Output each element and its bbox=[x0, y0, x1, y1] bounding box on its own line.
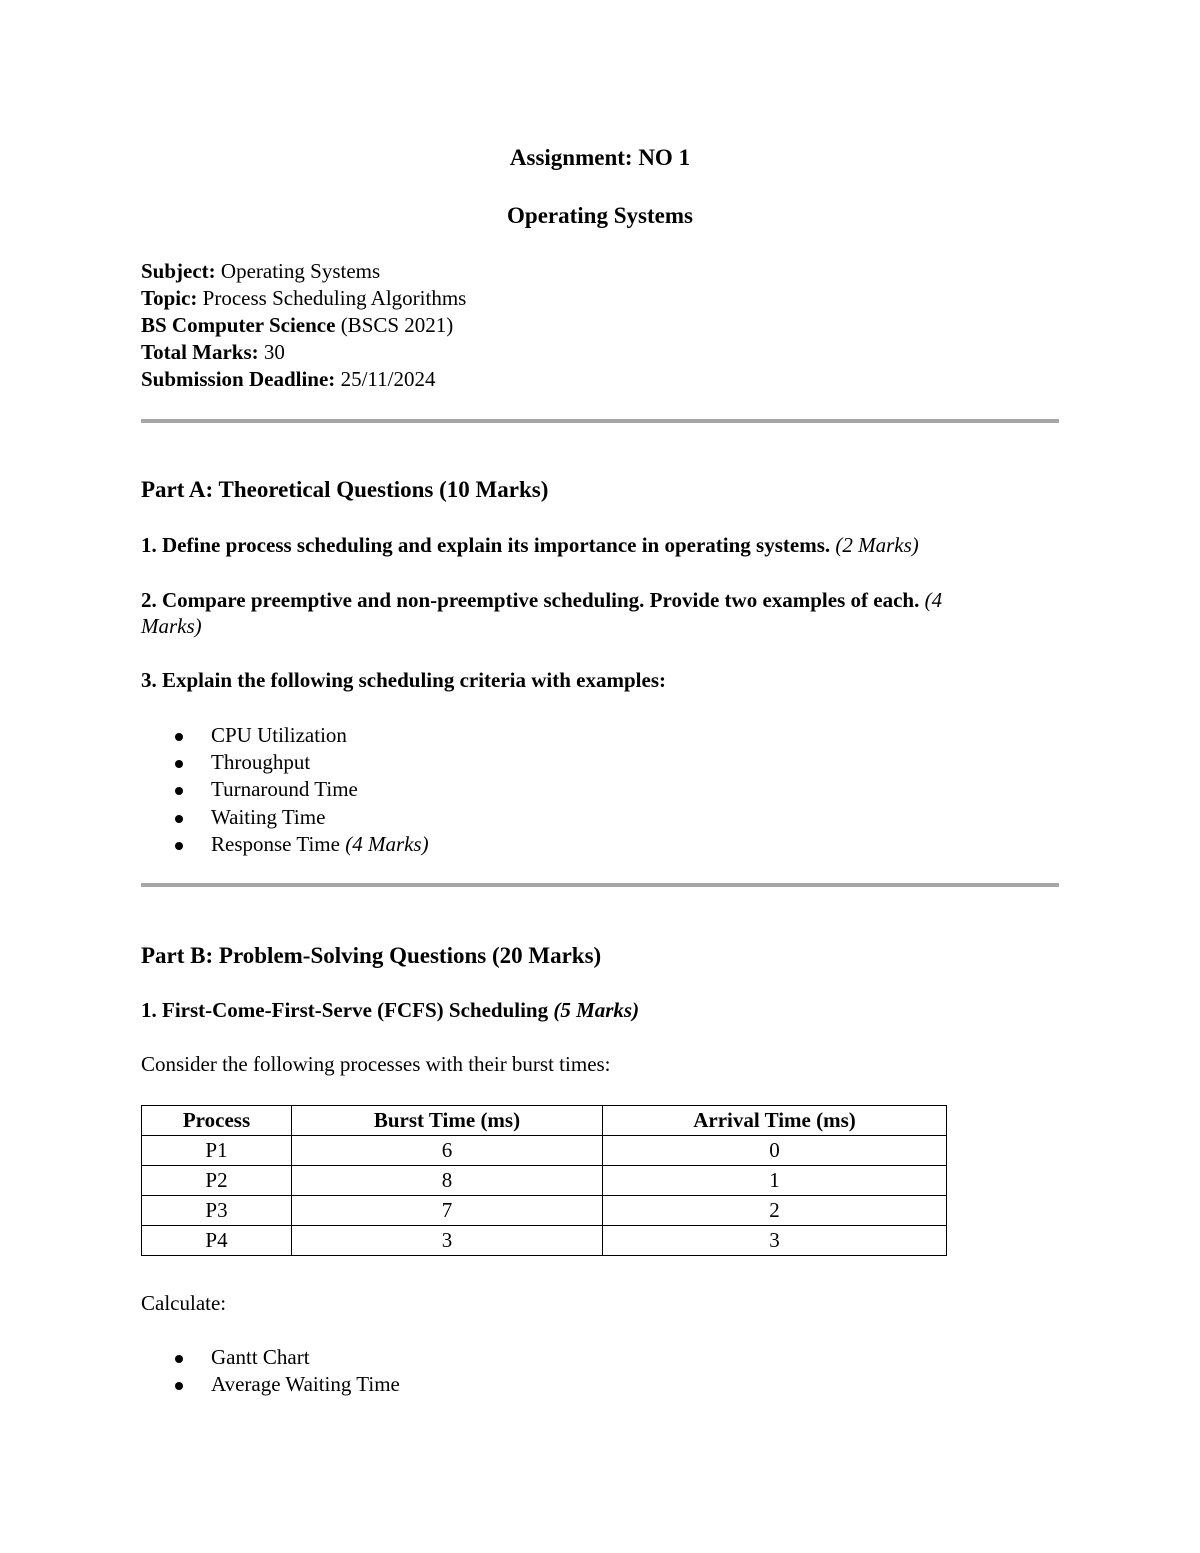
question-2-text: 2. Compare preemptive and non-preemptive scheduling. Provide two examples of each. bbox=[141, 588, 925, 612]
list-item bbox=[141, 804, 429, 831]
table-cell: P3 bbox=[142, 1196, 292, 1226]
table-cell: 3 bbox=[292, 1226, 603, 1256]
criteria-marks: (4 Marks) bbox=[345, 831, 429, 856]
table-cell: 0 bbox=[603, 1136, 947, 1166]
list-item bbox=[141, 749, 429, 776]
table-header-row bbox=[142, 1106, 947, 1136]
meta-program bbox=[141, 312, 453, 339]
table-row bbox=[142, 1226, 947, 1256]
header-process: Process bbox=[142, 1106, 292, 1136]
process-table bbox=[141, 1105, 947, 1256]
table-cell: 1 bbox=[603, 1166, 947, 1196]
meta-topic bbox=[141, 285, 466, 312]
deadline-label: Submission Deadline: bbox=[141, 367, 336, 391]
bullet-icon bbox=[175, 760, 183, 768]
header-burst-time: Burst Time (ms) bbox=[292, 1106, 603, 1136]
fcfs-question-marks: (5 Marks) bbox=[553, 998, 640, 1022]
list-item bbox=[141, 1344, 400, 1371]
criteria-item: Throughput bbox=[211, 750, 311, 775]
bullet-icon bbox=[175, 842, 183, 850]
table-intro-text: Consider the following processes with their burst times: bbox=[141, 1052, 611, 1076]
calculate-list bbox=[141, 1344, 400, 1398]
topic-value: Process Scheduling Algorithms bbox=[197, 286, 467, 310]
horizontal-divider bbox=[141, 419, 1059, 423]
table-cell: 6 bbox=[292, 1136, 603, 1166]
list-item bbox=[141, 722, 429, 749]
list-item bbox=[141, 776, 429, 803]
horizontal-divider bbox=[141, 883, 1059, 887]
calculate-item: Average Waiting Time bbox=[211, 1372, 400, 1397]
question-2-marks-end: Marks) bbox=[141, 614, 202, 638]
list-item bbox=[141, 1371, 400, 1398]
criteria-item: Response Time bbox=[211, 831, 340, 856]
bullet-icon bbox=[175, 1382, 183, 1390]
topic-label: Topic: bbox=[141, 286, 198, 310]
part-a-question-2-wrap bbox=[141, 614, 202, 639]
meta-subject bbox=[141, 258, 380, 285]
part-a-question-2 bbox=[141, 588, 942, 613]
part-b-heading: Part B: Problem-Solving Questions (20 Marks) bbox=[141, 943, 602, 968]
part-a-question-3: 3. Explain the following scheduling criteria with examples: bbox=[141, 668, 666, 692]
table-cell: P4 bbox=[142, 1226, 292, 1256]
meta-total-marks bbox=[141, 339, 285, 366]
question-1-text: 1. Define process scheduling and explain its importance in operating systems. bbox=[141, 533, 836, 557]
calculate-label: Calculate: bbox=[141, 1291, 227, 1315]
question-1-marks: (2 Marks) bbox=[835, 533, 919, 557]
subject-label: Subject: bbox=[141, 259, 216, 283]
table-cell: 7 bbox=[292, 1196, 603, 1226]
table-cell: P1 bbox=[142, 1136, 292, 1166]
bullet-icon bbox=[175, 1355, 183, 1363]
table-cell: P2 bbox=[142, 1166, 292, 1196]
table-cell: 3 bbox=[603, 1226, 947, 1256]
list-item bbox=[141, 831, 429, 858]
course-title: Operating Systems bbox=[507, 203, 693, 228]
subject-value: Operating Systems bbox=[215, 259, 381, 283]
calculate-item: Gantt Chart bbox=[211, 1345, 310, 1369]
assignment-title: Assignment: NO 1 bbox=[509, 145, 691, 170]
criteria-item: Waiting Time bbox=[211, 804, 326, 829]
part-a-heading: Part A: Theoretical Questions (10 Marks) bbox=[141, 477, 549, 502]
table-row bbox=[142, 1196, 947, 1226]
meta-deadline bbox=[141, 366, 435, 393]
criteria-item: Turnaround Time bbox=[211, 777, 358, 802]
table-row bbox=[142, 1166, 947, 1196]
part-a-question-1 bbox=[141, 533, 919, 558]
deadline-value: 25/11/2024 bbox=[335, 367, 436, 391]
table-cell: 8 bbox=[292, 1166, 603, 1196]
bullet-icon bbox=[175, 787, 183, 795]
question-2-marks-start: (4 bbox=[924, 588, 943, 612]
bullet-icon bbox=[175, 733, 183, 741]
part-b-question-1 bbox=[141, 998, 639, 1023]
table-row bbox=[142, 1136, 947, 1166]
total-marks-value: 30 bbox=[258, 340, 285, 364]
program-label: BS Computer Science bbox=[141, 313, 336, 337]
program-value: (BSCS 2021) bbox=[335, 313, 454, 337]
criteria-list bbox=[141, 722, 429, 858]
header-arrival-time: Arrival Time (ms) bbox=[603, 1106, 947, 1136]
total-marks-label: Total Marks: bbox=[141, 340, 259, 364]
criteria-item: CPU Utilization bbox=[211, 723, 347, 747]
bullet-icon bbox=[175, 815, 183, 823]
fcfs-question-text: 1. First-Come-First-Serve (FCFS) Scheduling bbox=[141, 998, 554, 1022]
table-cell: 2 bbox=[603, 1196, 947, 1226]
